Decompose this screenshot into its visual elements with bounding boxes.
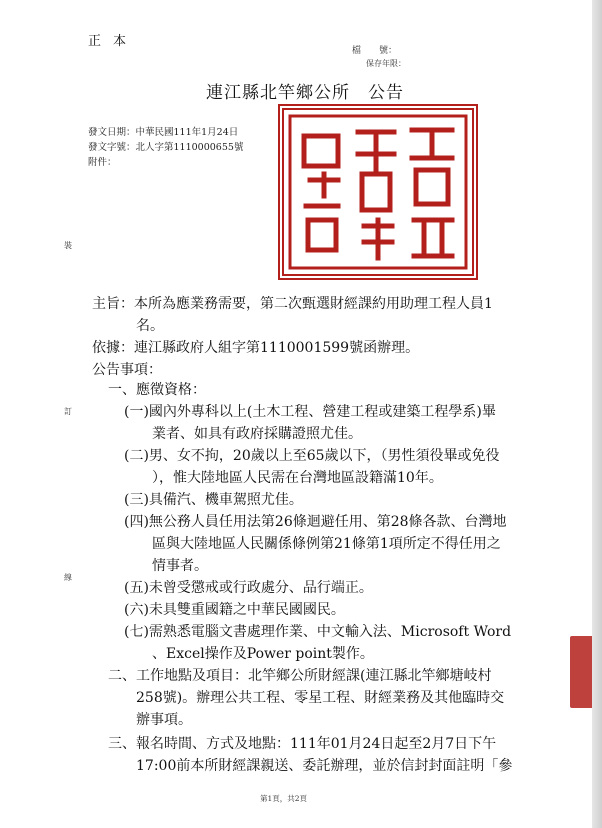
purpose-line-2: 名。 [136,318,164,334]
item-6: (六)未具雙重國籍之中華民國國民。 [124,602,345,618]
section-3-line-1: 三、報名時間、方式及地點：111年01月24日起至2月7日下午 [108,736,497,752]
item-1-line-1: (一)國內外專科以上(土木工程、營建工程或建築工程學系)畢 [124,404,496,420]
binding-mark-1: 裝 [64,241,72,250]
partial-seal-icon [570,636,592,708]
page-number: 第1頁，共2頁 [260,794,308,803]
attachment-label: 附件： [88,157,117,168]
item-2-line-2: ），惟大陸地區人民需在台灣地區設籍滿10年。 [152,470,443,486]
retention-label: 保存年限： [366,59,406,68]
section-3-line-2: 17:00前本所財經課親送、委託辦理，並於信封封面註明「參 [136,758,513,774]
item-4-line-2: 區與大陸地區人民關係條例第21條第1項所定不得任用之 [152,536,501,552]
issue-date: 發文日期：中華民國111年1月24日 [88,127,239,138]
item-5: (五)未曾受懲戒或行政處分、品行端正。 [124,580,373,596]
document-title: 連江縣北竿鄉公所 公告 [206,83,404,103]
seal-glyphs [284,110,472,274]
item-1-line-2: 業者、如具有政府採購證照尤佳。 [152,426,362,442]
item-7-line-2: 、Excel操作及Power point製作。 [152,646,374,662]
item-3: (三)具備汽、機車駕照尤佳。 [124,492,303,508]
item-4-line-1: (四)無公務人員任用法第26條迴避任用、第28條各款、台灣地 [124,514,507,530]
item-4-line-3: 情事者。 [152,558,208,574]
seal-stamp-icon [278,104,478,280]
doc-number-label: 檔 號： [352,46,398,56]
purpose-line-1: 主旨：本所為應業務需要，第二次甄選財經課約用助理工程人員1 [92,296,493,312]
binding-mark-2: 訂 [64,407,72,416]
item-2-line-1: (二)男、女不拘，20歲以上至65歲以下，（男性須役畢或免役 [124,448,500,464]
section-2-line-2: 258號)。辦理公共工程、零星工程、財經業務及其他臨時交 [136,690,505,706]
section-2-line-1: 二、工作地點及項目：北竿鄉公所財經課(連江縣北竿鄉塘岐村 [108,668,492,684]
page-edge [592,0,602,828]
announcement-heading: 公告事項： [92,362,162,378]
document-number: 發文字號：北人字第1110000655號 [88,142,244,153]
section-2-line-3: 辦事項。 [136,712,192,728]
item-7-line-1: (七)需熟悉電腦文書處理作業、中文輸入法、Microsoft Word [124,624,512,640]
basis-line: 依據：連江縣政府人組字第1110001599號函辦理。 [92,340,420,356]
section-1-heading: 一、應徵資格： [108,382,206,398]
copy-mark: 正本 [88,34,139,49]
binding-mark-3: 線 [64,573,72,582]
